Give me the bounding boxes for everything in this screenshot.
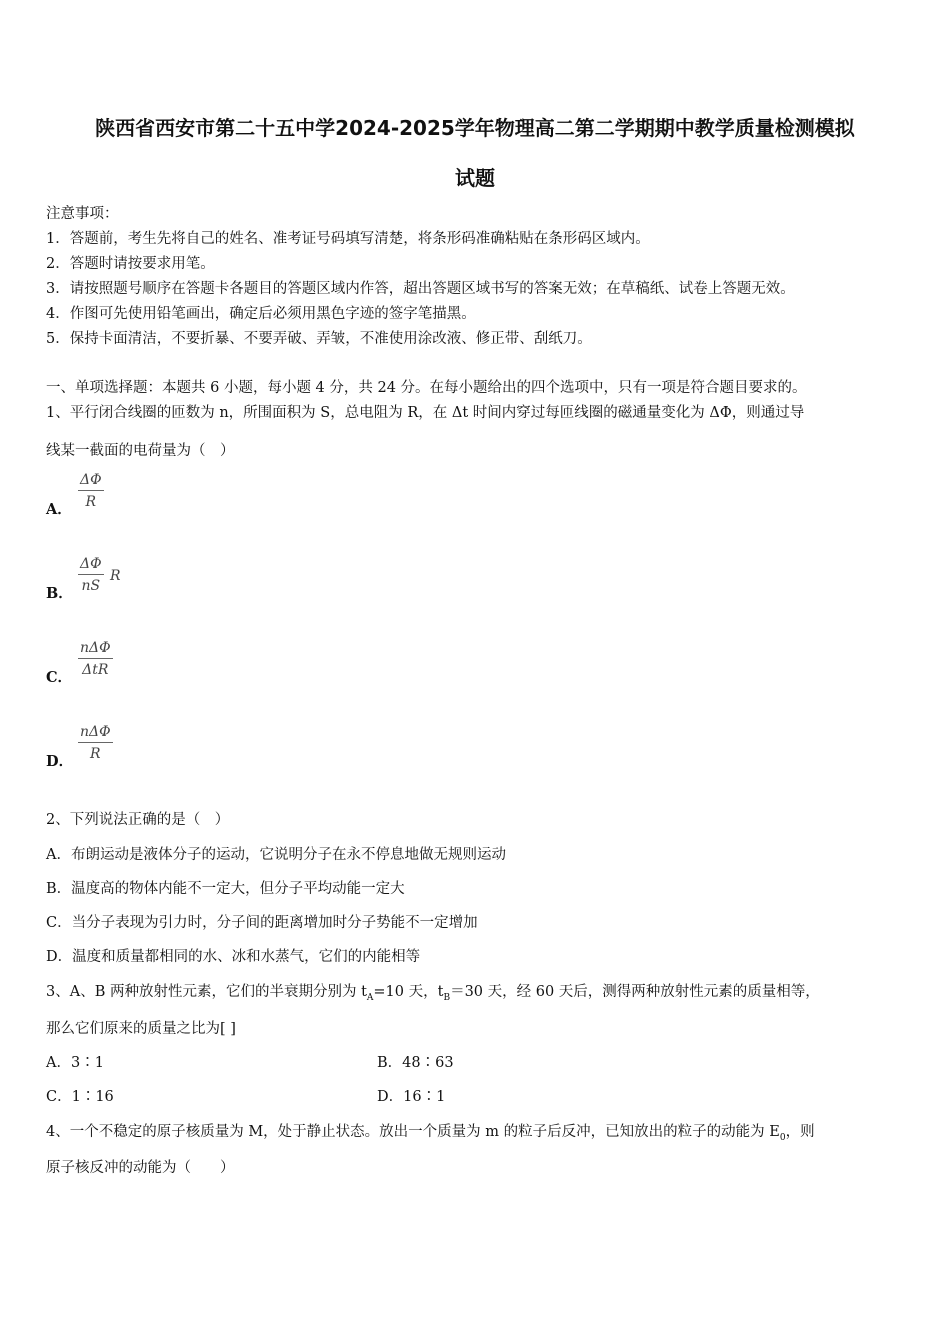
q3-option-b: B．48∶63 (377, 1055, 454, 1071)
notice-item: 2．答题时请按要求用笔。 (46, 256, 215, 272)
q1-option-b-fraction (78, 556, 104, 594)
q3-stem-part: ＝30 天，经 60 天后，测得两种放射性元素的质量相等， (450, 984, 820, 1000)
notice-item: 1．答题前，考生先将自己的姓名、准考证号码填写清楚，将条形码准确粘贴在条形码区域内。 (46, 231, 650, 247)
fraction-denominator: R (85, 494, 97, 510)
q4-stem-part: 4、一个不稳定的原子核质量为 M，处于静止状态。放出一个质量为 m 的粒子后反冲，已知放出的粒子的动能为 E (46, 1124, 780, 1140)
q1-option-d-fraction (78, 724, 113, 762)
q4-stem-line2: 原子核反冲的动能为（ ） (46, 1160, 235, 1176)
q1-option-b-label: B． (46, 585, 73, 602)
q3-option-d: D．16∶1 (377, 1089, 446, 1105)
q3-option-c: C．1∶16 (46, 1089, 114, 1105)
q1-stem-line2: 线某一截面的电荷量为（ ） (46, 443, 235, 459)
q1-option-d-label: D． (46, 753, 74, 770)
q1-stem-line1: 1、平行闭合线圈的匝数为 n，所围面积为 S，总电阻为 R，在 Δt 时间内穿过每匝线圈的磁通量变化为 ΔΦ，则通过导 (46, 405, 805, 421)
q1-option-c-fraction (78, 640, 113, 678)
q4-stem-line1 (46, 1120, 815, 1143)
q2-option-d: D．温度和质量都相同的水、冰和水蒸气，它们的内能相等 (46, 949, 421, 965)
q4-stem-part: ，则 (785, 1124, 815, 1140)
q3-stem-line1 (46, 980, 820, 1003)
notice-heading: 注意事项： (46, 206, 119, 222)
fraction-numerator: ΔΦ (78, 556, 104, 575)
notice-item: 3．请按照题号顺序在答题卡各题目的答题区域内作答，超出答题区域书写的答案无效；在草稿纸、试卷上答题无效。 (46, 281, 795, 297)
fraction-numerator: nΔΦ (78, 724, 113, 743)
fraction-numerator: nΔΦ (78, 640, 113, 659)
q2-option-b: B．温度高的物体内能不一定大，但分子平均动能一定大 (46, 881, 405, 897)
q3-subscript-b: B (443, 992, 451, 1003)
exam-title-line2: 试题 (455, 166, 495, 190)
q2-option-a: A．布朗运动是液体分子的运动，它说明分子在永不停息地做无规则运动 (46, 847, 506, 863)
fraction-denominator: ΔtR (82, 662, 109, 678)
q3-stem-part: =10 天，t (373, 984, 444, 1000)
q3-stem-line2: 那么它们原来的质量之比为[ ] (46, 1021, 236, 1037)
section-heading: 一、单项选择题：本题共 6 小题，每小题 4 分，共 24 分。在每小题给出的四个选项中，只有一项是符合题目要求的。 (46, 380, 807, 396)
q1-option-a-label: A． (46, 501, 72, 518)
exam-title-line1: 陕西省西安市第二十五中学2024-2025学年物理高二第二学期期中教学质量检测模拟 (95, 116, 855, 140)
q1-option-a-fraction (78, 472, 104, 510)
q1-option-b-factor: R (110, 568, 121, 584)
q4-subscript: 0 (779, 1132, 786, 1143)
q2-option-c: C．当分子表现为引力时，分子间的距离增加时分子势能不一定增加 (46, 915, 478, 931)
q3-subscript-a: A (366, 992, 374, 1003)
q3-option-a: A．3∶1 (46, 1055, 104, 1071)
fraction-numerator: ΔΦ (78, 472, 104, 491)
fraction-denominator: R (90, 746, 101, 762)
fraction-denominator: nS (81, 578, 101, 594)
notice-item: 5．保持卡面清洁，不要折暴、不要弄破、弄皱，不准使用涂改液、修正带、刮纸刀。 (46, 331, 592, 347)
q2-stem: 2、下列说法正确的是（ ） (46, 812, 230, 828)
notice-item: 4．作图可先使用铅笔画出，确定后必须用黑色字迹的签字笔描黑。 (46, 306, 476, 322)
q1-option-c-label: C． (46, 669, 73, 686)
q3-stem-part: 3、A、B 两种放射性元素，它们的半衰期分别为 t (46, 984, 367, 1000)
